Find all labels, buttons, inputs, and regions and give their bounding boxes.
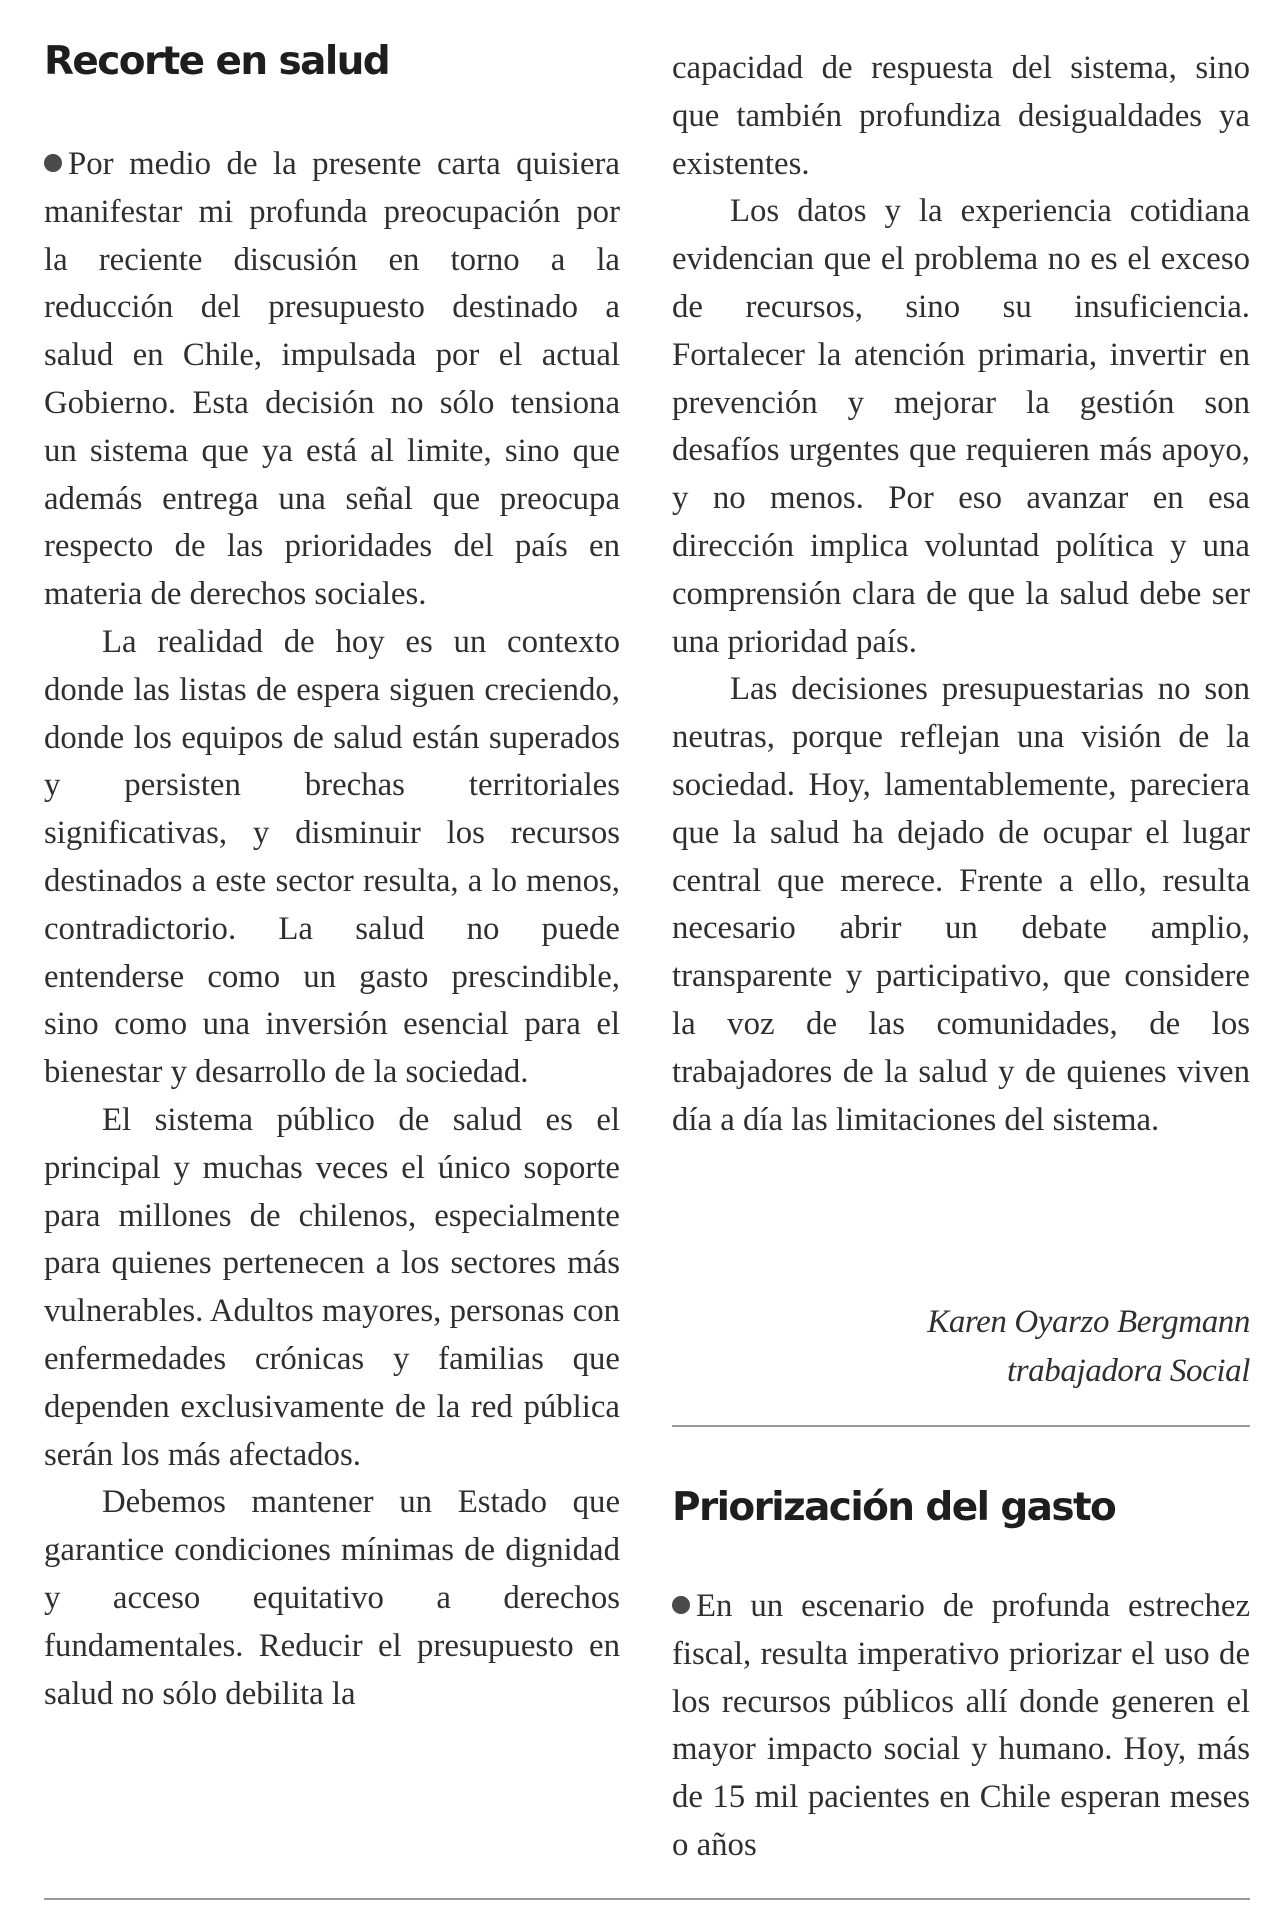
author-name: Karen Oyarzo Bergmann [927, 1304, 1250, 1340]
letter1-paragraph-4: Debemos mantener un Estado que garantice condiciones mínimas de dignidad y acceso equitativo a derechos fundamentales. Reducir el presupuesto en salud no sólo debilita la [44, 1484, 620, 1712]
bullet-icon [672, 1596, 690, 1614]
divider [672, 1425, 1250, 1427]
letter1-paragraph-6: Las decisiones presupuestarias no son neutras, porque reflejan una visión de la sociedad. Hoy, lamentablemente, pareciera que la salud ha dejado de ocupar el lugar central que merece. Frente a ello, resulta necesario abrir un debate amplio, transparente y participativo, que considere la voz de las comunidades, de los trabajadores de la salud y de quienes viven día a día las limitaciones del sistema. [672, 671, 1250, 1138]
letter1-paragraph-1: Por medio de la presente carta quisiera manifestar mi profunda preocupación por la reciente discusión en torno a la reducción del presupuesto destinado a salud en Chile, impulsada por el actual Gobierno. Esta decisión no sólo tensiona un sistema que ya está al limite, sino que además entrega una señal que preocupa respecto de las prioridades del país en materia de derechos sociales. [44, 146, 620, 613]
letter1-body-part2 [672, 45, 1250, 1144]
letter2-paragraph-1: En un escenario de profunda estrechez fiscal, resulta imperativo priorizar el uso de los recursos públicos allí donde generen el mayor impacto social y humano. Hoy, más de 15 mil pacientes en Chile esperan meses o años [672, 1588, 1250, 1863]
letter1-signature [927, 1298, 1250, 1396]
letter1-title: Recorte en salud [44, 39, 390, 84]
bullet-icon [44, 154, 62, 172]
letter1-paragraph-3: El sistema público de salud es el principal y muchas veces el único soporte para millones de chilenos, especialmente para quienes pertenecen a los sectores más vulnerables. Adultos mayores, personas con enfermedades crónicas y familias que dependen exclusivamente de la red pública serán los más afectados. [44, 1101, 620, 1473]
letter1-paragraph-4-continued: capacidad de respuesta del sistema, sino que también profundiza desigualdades ya existentes. [672, 50, 1250, 182]
bottom-divider [44, 1898, 1250, 1900]
letter1-paragraph-2: La realidad de hoy es un contexto donde las listas de espera siguen creciendo, donde los equipos de salud están superados y persisten brechas territoriales significativas, y disminuir los recursos destinados a este sector resulta, a lo menos, contradictorio. La salud no puede entenderse como un gasto prescindible, sino como una inversión esencial para el bienestar y desarrollo de la sociedad. [44, 623, 620, 1091]
letter1-body-part1 [44, 141, 620, 1718]
letter2-body [672, 1583, 1250, 1870]
letter1-paragraph-5: Los datos y la experiencia cotidiana evidencian que el problema no es el exceso de recursos, sino su insuficiencia. Fortalecer la atención primaria, invertir en prevención y mejorar la gestión son desafíos urgentes que requieren más apoyo, y no menos. Por eso avanzar en esa dirección implica voluntad política y una comprensión clara de que la salud debe ser una prioridad país. [672, 193, 1250, 660]
letter2-title: Priorización del gasto [672, 1485, 1116, 1530]
author-role: trabajadora Social [1006, 1353, 1250, 1389]
